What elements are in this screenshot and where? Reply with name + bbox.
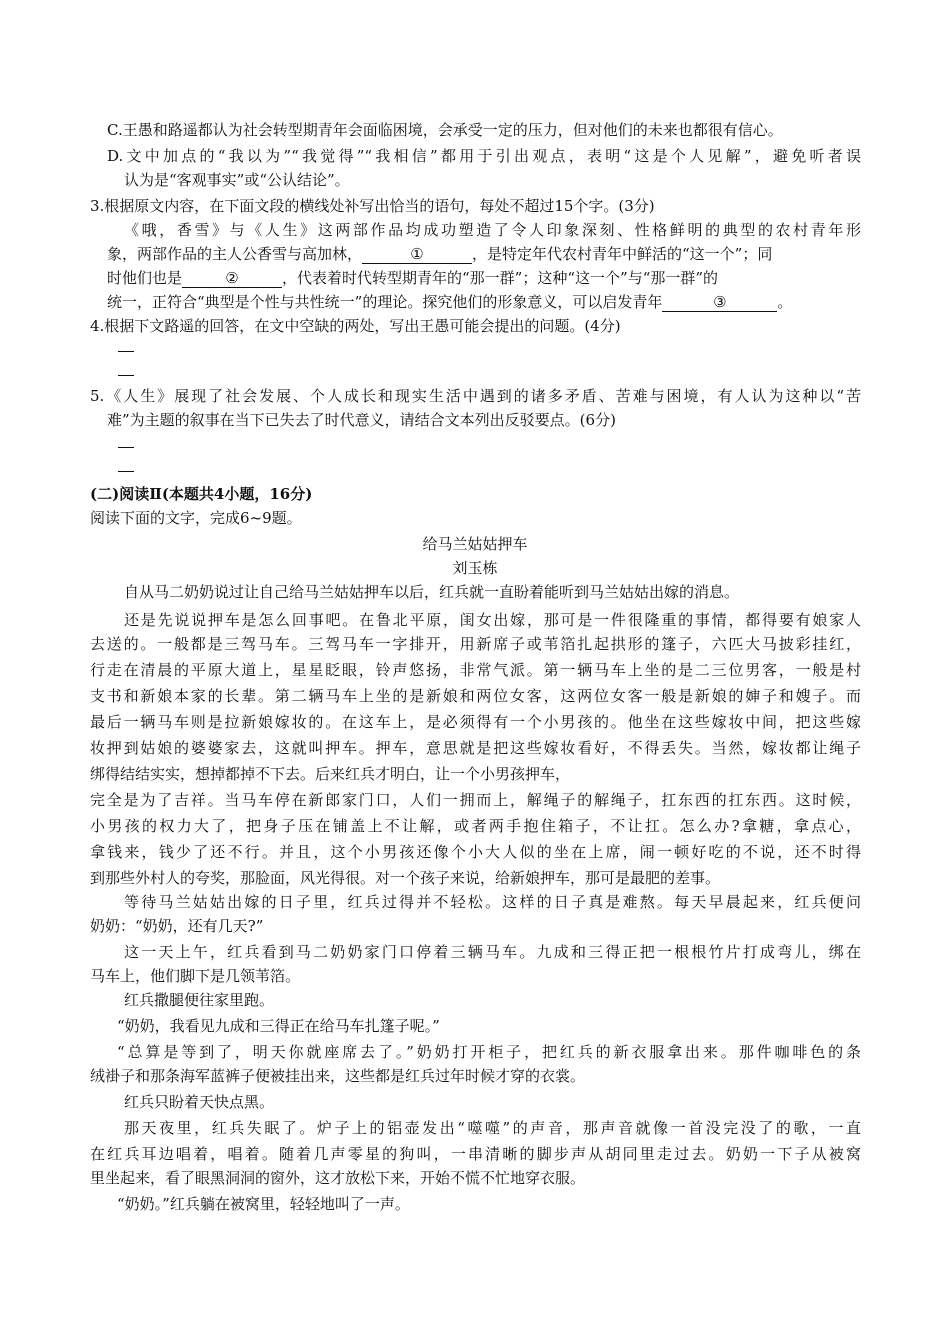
story-line: “奶奶。”红兵躺在被窝里，轻轻地叫了一声。 <box>117 1195 410 1213</box>
story-line: “总算是等到了，明天你就座席去了。”奶奶打开柜子，把红兵的新衣服拿出来。那件咖啡色的条 <box>117 1043 861 1061</box>
story-line: 自从马二奶奶说过让自己给马兰姑姑押车以后，红兵就一直盼着能听到马兰姑姑出嫁的消息。 <box>124 583 740 601</box>
story-title: 给马兰姑姑押车 <box>422 535 528 553</box>
story-line: 去送的。一般都是三驾马车。三驾马车一字排开，用新席子或苇箔扎起拱形的篷子，六匹大马披彩挂红， <box>90 635 861 653</box>
section-title: (二)阅读Ⅱ(本题共4小题，16分) <box>90 485 313 503</box>
blank-3[interactable]: ③ <box>662 293 777 312</box>
story-line: 最后一辆马车则是拉新娘嫁妆的。在这车上，是必须得有一个小男孩的。他坐在这些嫁妆中间，把这些嫁 <box>90 713 861 731</box>
story-line: 在红兵耳边唱着，唱着。随着几声零星的狗叫，一串清晰的脚步声从胡同里走过去。奶奶一下子从被窝 <box>90 1145 861 1163</box>
option-d-line2: 认为是“客观事实”或“公认结论”。 <box>124 171 350 189</box>
story-line: 妆押到姑娘的婆婆家去，这就叫押车。押车，意思就是把这些嫁妆看好，不得丢失。当然，嫁妆都让绳子 <box>90 739 861 757</box>
story-line: “奶奶，我看见九成和三得正在给马车扎篷子呢。” <box>117 1017 440 1035</box>
story-line: 拿钱来，钱少了还不行。并且，这个小男孩还像个小大人似的坐在上席，闹一顿好吃的不说，还不时得 <box>90 843 861 861</box>
answer-line <box>118 447 134 448</box>
story-line: 奶奶：“奶奶，还有几天?” <box>90 917 264 935</box>
story-line: 支书和新娘本家的长辈。第二辆马车上坐的是新娘和两位女客，这两位女客一般是新娘的婶子和嫂子。而 <box>90 687 861 705</box>
section-instruction: 阅读下面的文字，完成6~9题。 <box>90 509 302 527</box>
story-line: 还是先说说押车是怎么回事吧。在鲁北平原，闺女出嫁，那可是一件很隆重的事情，都得要有娘家人 <box>124 611 861 629</box>
question-3-line1: 《哦，香雪》与《人生》这两部作品均成功塑造了令人印象深刻、性格鲜明的典型的农村青年形 <box>124 221 861 239</box>
question-5-line1: 5.《人生》展现了社会发展、个人成长和现实生活中遇到的诸多矛盾、苦难与困境，有人认为这种以“苦 <box>90 387 861 405</box>
question-3-line2: 象，两部作品的主人公香雪与高加林， ① ，是特定年代农村青年中鲜活的“这一个”；同 <box>107 245 773 263</box>
story-line: 行走在清晨的平原大道上，星星眨眼，铃声悠扬，非常气派。第一辆马车上坐的是二三位男客，一般是村 <box>90 661 861 679</box>
question-4-stem: 4.根据下文路遥的回答，在文中空缺的两处，写出王愚可能会提出的问题。(4分) <box>90 317 621 335</box>
story-line: 绑得结结实实，想掉都掉不下去。后来红兵才明白，让一个小男孩押车， <box>90 765 571 783</box>
story-line: 等待马兰姑姑出嫁的日子里，红兵过得并不轻松。这样的日子真是难熬。每天早晨起来，红兵便问 <box>124 893 861 911</box>
story-author: 刘玉栋 <box>452 559 498 577</box>
story-line: 里坐起来，看了眼黑洞洞的窗外，这才放松下来，开始不慌不忙地穿衣服。 <box>90 1169 586 1187</box>
question-3-line3: 时他们也是 ② ，代表着时代转型期青年的“那一群”；这种“这一个”与“那一群”的 <box>107 269 719 287</box>
story-line: 红兵撒腿便往家里跑。 <box>124 991 275 1009</box>
blank-2[interactable]: ② <box>182 269 282 288</box>
story-line: 小男孩的权力大了，把身子压在铺盖上不让解，或者两手抱住箱子，不让扛。怎么办?拿糖，拿点心， <box>90 817 861 835</box>
blank-1[interactable]: ① <box>362 245 472 264</box>
story-line: 到那些外村人的夸奖，那脸面，风光得很。对一个孩子来说，给新娘押车，那可是最肥的差事。 <box>90 869 721 887</box>
option-c: C.王愚和路遥都认为社会转型期青年会面临困境，会承受一定的压力，但对他们的未来也都很有信心。 <box>107 121 783 139</box>
story-line: 马车上，他们脚下是几领苇箔。 <box>90 967 301 985</box>
question-3-stem: 3.根据原文内容，在下面文段的横线处补写出恰当的语句，每处不超过15个字。(3分) <box>90 197 655 215</box>
story-line: 红兵只盼着天快点黑。 <box>124 1093 275 1111</box>
story-line: 那天夜里，红兵失眠了。炉子上的铝壶发出“噬噬”的声音，那声音就像一首没完没了的歌，一直 <box>124 1119 861 1137</box>
story-line: 绒褂子和那条海军蓝裤子便被挂出来，这些都是红兵过年时候才穿的衣裳。 <box>90 1067 586 1085</box>
option-d-line1: D.文中加点的“我以为”“我觉得”“我相信”都用于引出观点，表明“这是个人见解”，避免听者误 <box>107 147 861 165</box>
story-line: 完全是为了吉祥。当马车停在新郎家门口，人们一拥而上，解绳子的解绳子，扛东西的扛东西。这时候， <box>90 791 861 809</box>
answer-line <box>118 351 134 352</box>
story-line: 这一天上午，红兵看到马二奶奶家门口停着三辆马车。九成和三得正把一根根竹片打成弯儿，绑在 <box>124 943 861 961</box>
question-3-line4: 统一，正符合“典型是个性与共性统一”的理论。探究他们的形象意义，可以启发青年 ③ 。 <box>107 293 793 311</box>
question-5-line2: 难”为主题的叙事在当下已失去了时代意义，请结合文本列出反驳要点。(6分) <box>107 411 616 429</box>
answer-line <box>118 375 134 376</box>
answer-line <box>118 471 134 472</box>
